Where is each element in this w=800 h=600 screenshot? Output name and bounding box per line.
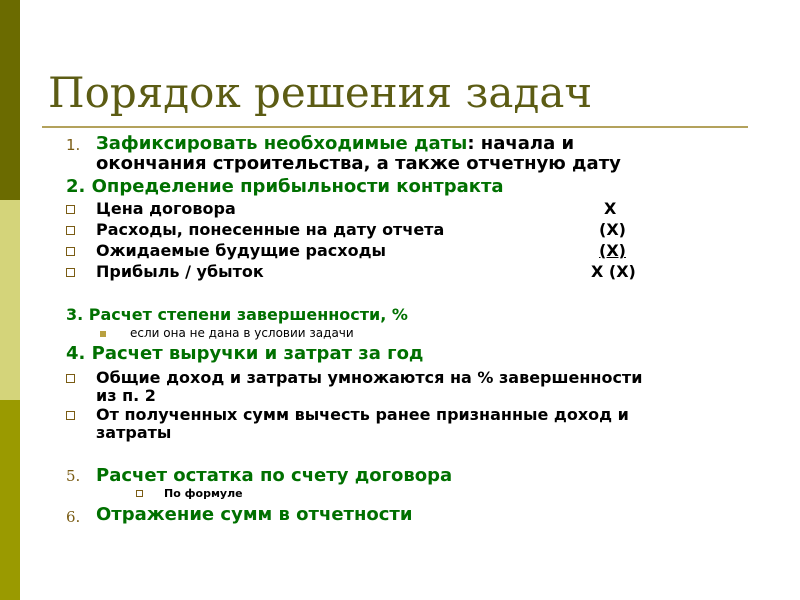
item5-number: 5. [66,467,81,485]
item6-number: 6. [66,508,81,526]
square-bullet-icon [66,226,75,235]
contract-row-label: Расходы, понесенные на дату отчета [96,220,445,239]
contract-row-value: (X) [599,241,626,260]
item1-rest: : начала и [467,133,575,154]
contract-row-label: Ожидаемые будущие расходы [96,241,386,260]
item6-label: Отражение сумм в отчетности [96,504,413,525]
heading-3-note: если она не дана в условии задачи [130,326,354,340]
item1-line1 [96,133,574,154]
item4-bullet-line1: От полученных сумм вычесть ранее признанные доход и [96,405,629,424]
heading-2: 2. Определение прибыльности контракта [66,176,504,197]
contract-row-label: Прибыль / убыток [96,262,264,281]
contract-row-value: X (X) [591,262,636,281]
heading-3: 3. Расчет степени завершенности, % [66,305,408,324]
square-bullet-icon [66,247,75,256]
item1-highlight: Зафиксировать необходимые даты [96,133,468,154]
square-bullet-icon [66,268,75,277]
side-band-top [0,0,20,200]
square-bullet-icon [66,205,75,214]
heading-4: 4. Расчет выручки и затрат за год [66,343,424,364]
side-band-bottom [0,400,20,600]
slide-title: Порядок решения задач [48,68,593,117]
square-bullet-icon [66,411,75,420]
square-bullet-icon [66,374,75,383]
contract-row-label: Цена договора [96,199,236,218]
item4-bullet-line1: Общие доход и затраты умножаются на % завершенности [96,368,643,387]
contract-row-value: (X) [599,220,626,239]
title-underline [42,126,748,128]
item5-label: Расчет остатка по счету договора [96,465,453,486]
filled-square-bullet-icon [100,331,106,337]
item1-line2: окончания строительства, а также отчетную дату [96,153,621,174]
item1-number: 1. [66,136,81,154]
small-square-bullet-icon [136,490,143,497]
item4-bullet-line2: из п. 2 [96,386,156,405]
item5-note: По формуле [164,487,243,500]
contract-row-value: X [604,199,617,218]
item4-bullet-line2: затраты [96,423,172,442]
side-band-middle [0,200,20,400]
